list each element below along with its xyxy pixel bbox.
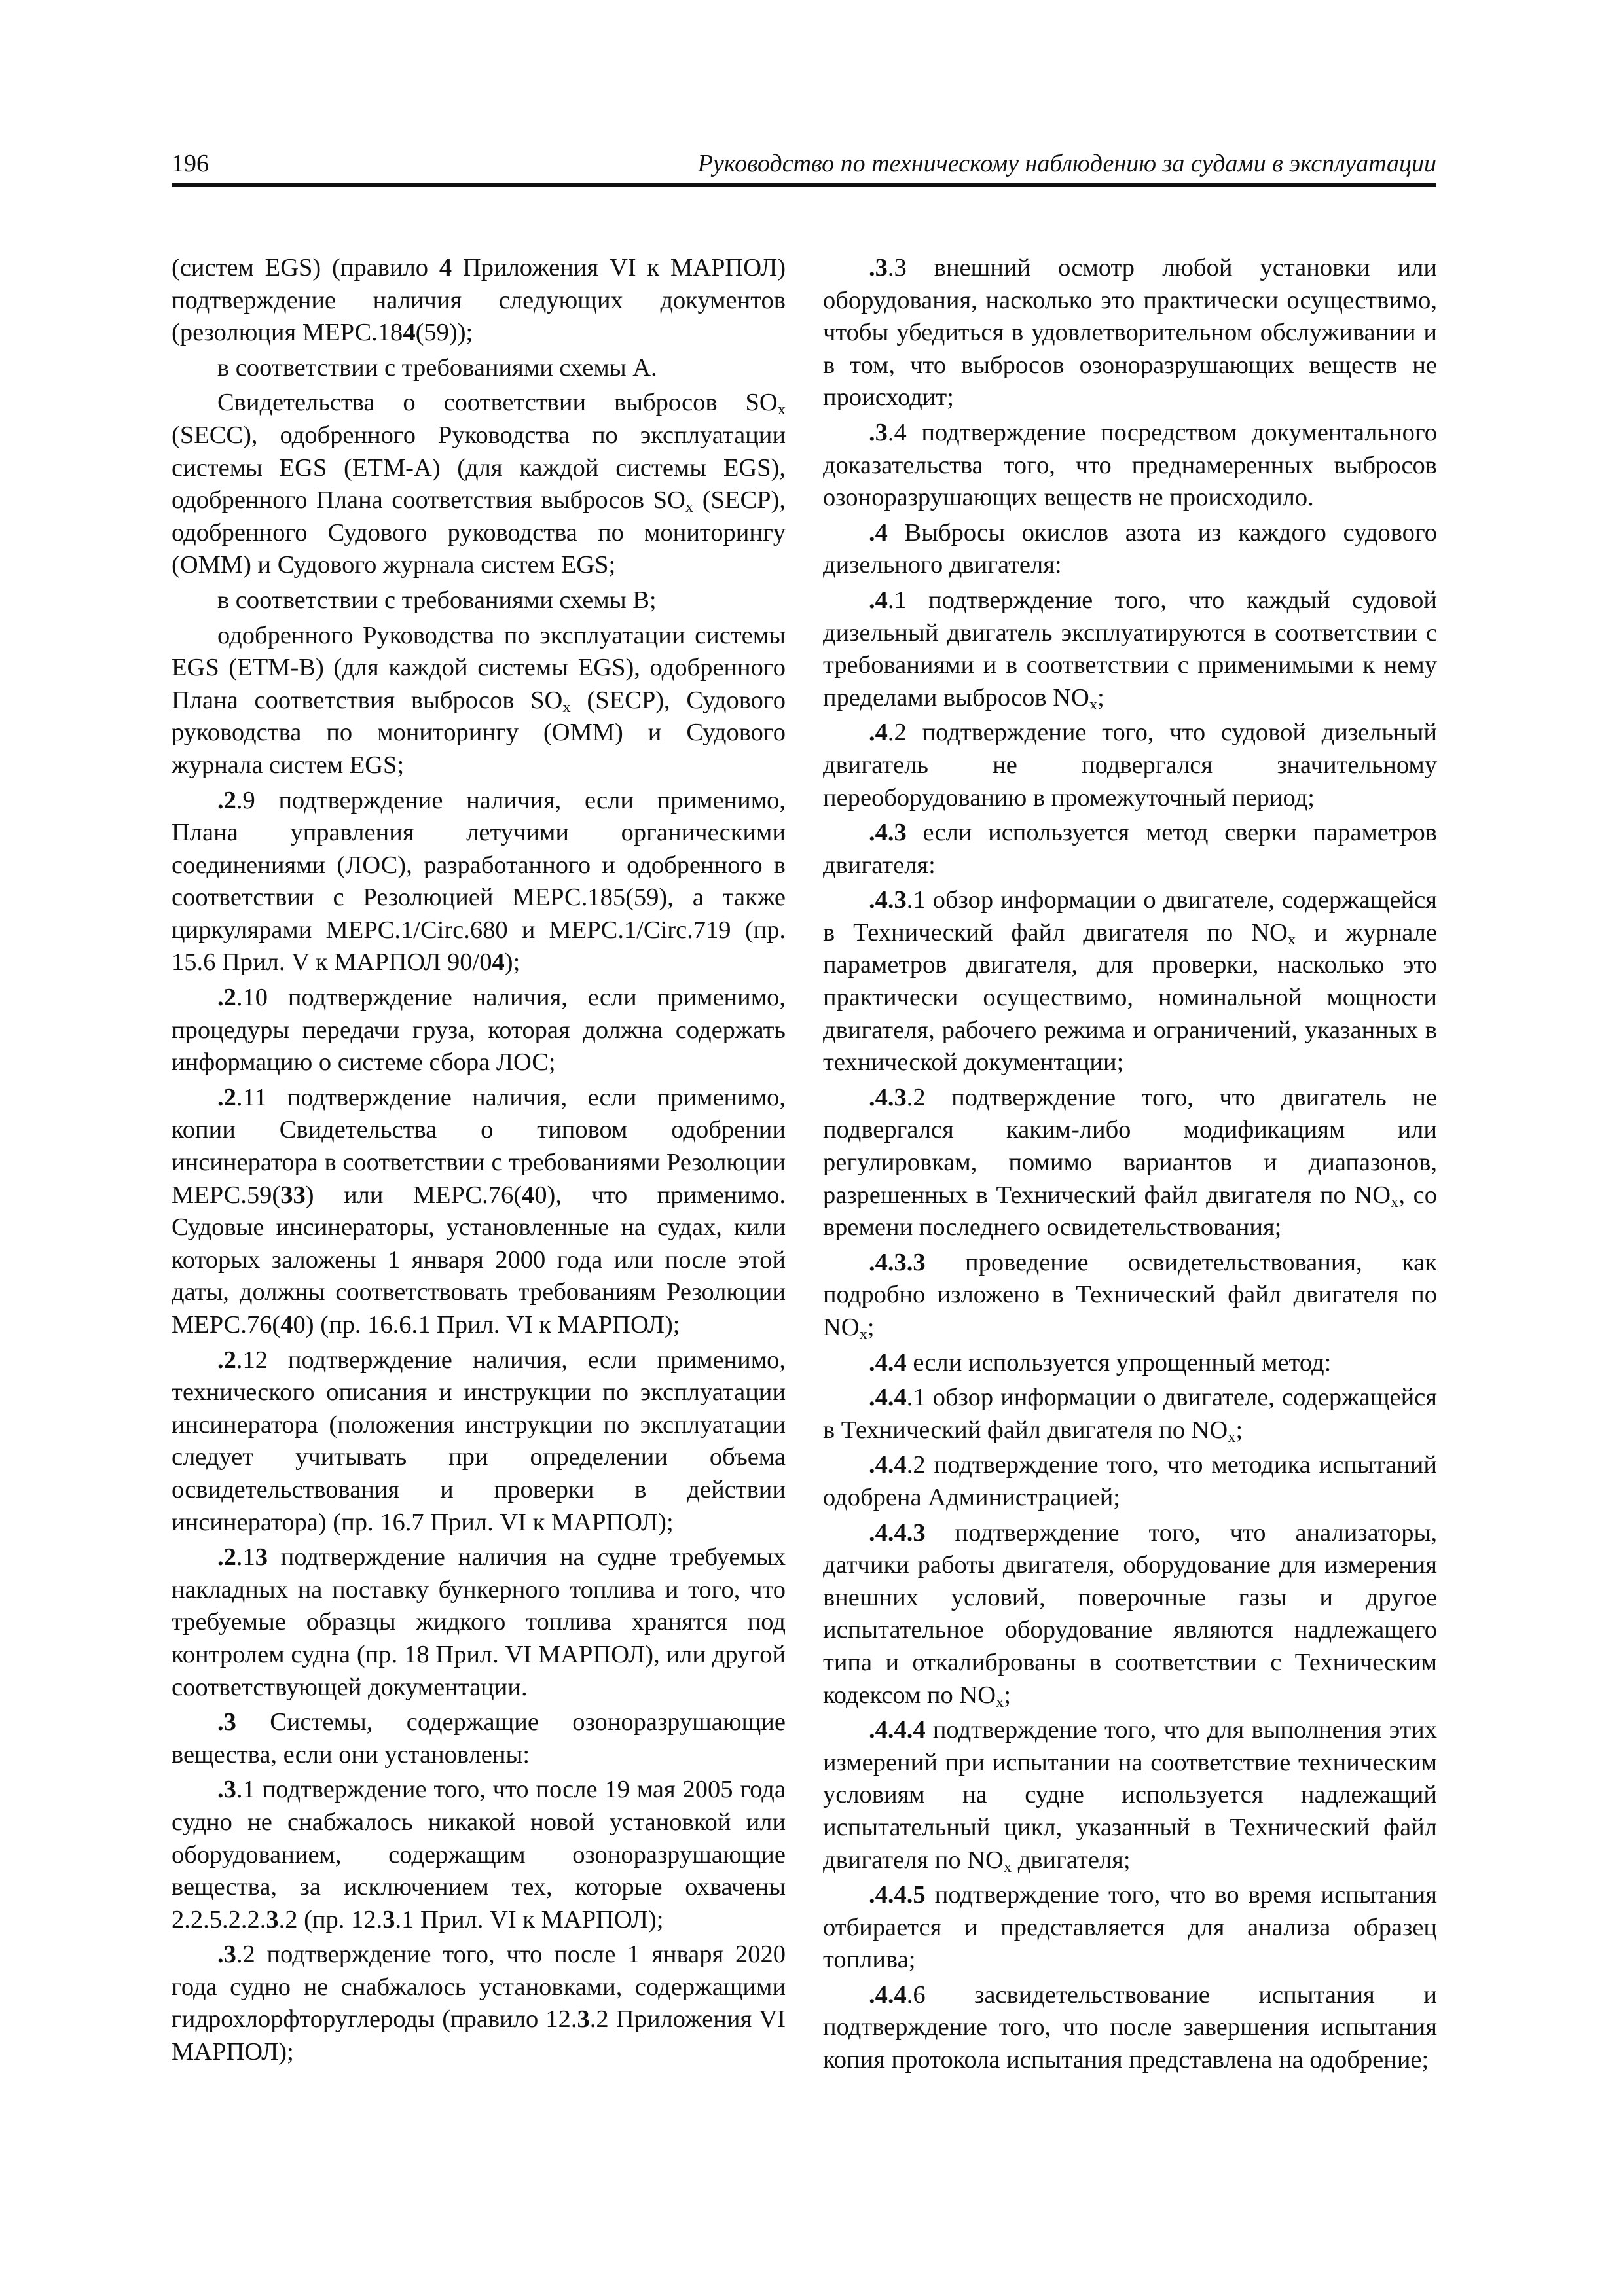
paragraph: .4.1 подтверждение того, что каждый судовой дизельный двигатель эксплуатируются в соответствии с требованиями и в соответствии с применимыми к нему пределами выбросов $NO_x$; [823,586,1437,713]
paragraph: .4.4.2 подтверждение того, что методика испытаний одобрена Администрацией; [823,1451,1437,1511]
page-number: 196 [172,150,209,177]
paragraph: в соответствии с требованиями схемы А. [217,353,657,382]
paragraph: .4.4.6 засвидетельствование испытания и подтверждение того, что после завершения испытания копия протокола испытания представлена на одобрение; [823,1981,1437,2074]
paragraph: .3.4 подтверждение посредством документального доказательства того, что преднамеренных выбросов озоноразрушающих веществ не происходило. [823,418,1437,512]
paragraph: .4.4 если используется упрощенный метод: [869,1348,1332,1376]
paragraph: Свидетельства о соответствии выбросов $SO_x$ (SECC), одобренного Руководства по эксплуатации системы EGS (ETM-A) (для каждой системы EGS), одобренного Плана соответствия выбросов $SO_x$ (SECP), одобренного Судового руководства по мониторингу (OMM) и Судового журнала систем EGS; [172,389,786,579]
paragraph: .4.4.3 подтверждение того, что анализаторы, датчики работы двигателя, оборудование для измерения внешних условий, поверочные газы и другое испытательное оборудование являются надлежащего типа и откалиброваны в соответствии с Техническим кодексом по $NO_x$; [823,1518,1437,1711]
paragraph: .2.9 подтверждение наличия, если применимо, Плана управления летучими органическими соединениями (ЛОС), разработанного и одобренного в соответствии с Резолюцией МЕРС.185(59), а также циркулярами MEPC.1/Circ.680 и MEPC.1/Circ.719 (пр. 15.6 Прил. V к МАРПОЛ 90/04); [172,786,786,977]
paragraph: .2.10 подтверждение наличия, если применимо, процедуры передачи груза, которая должна содержать информацию о системе сбора ЛОС; [172,984,786,1077]
paragraph: .3.3 внешний осмотр любой установки или оборудования, насколько это практически осуществимо, чтобы убедиться в удовлетворительном обслуживании и в том, что выбросов озоноразрушающих веществ не происходит; [823,254,1437,412]
paragraph: .2.11 подтверждение наличия, если применимо, копии Свидетельства о типовом одобрении инсинератора в соответствии с требованиями Резолюции МЕРС.59(33) или МЕРС.76(40), что применимо. Судовые инсинераторы, установленные на судах, кили которых заложены 1 января 2000 года или после этой даты, должны соответствовать требованиям Резолюции МЕРС.76(40) (пр. 16.6.1 Прил. VI к МАРПОЛ); [172,1083,786,1338]
paragraph: .2.12 подтверждение наличия, если применимо, технического описания и инструкции по эксплуатации инсинератора (положения инструкции по эксплуатации следует учитывать при определении объема освидетельствования и проверки в действии инсинератора) (пр. 16.7 Прил. VI к МАРПОЛ); [172,1346,786,1536]
paragraph: .4.3.3 проведение освидетельствования, как подробно изложено в Технический файл двигателя по $NO_x$; [823,1248,1437,1344]
paragraph: .2.13 подтверждение наличия на судне требуемых накладных на поставку бункерного топлива и того, что требуемые образцы жидкого топлива хранятся под контролем судна (пр. 18 Прил. VI МАРПОЛ), или другой соответствующей документации. [172,1543,786,1701]
paragraph: .4.2 подтверждение того, что судовой дизельный двигатель не подвергался значительному переоборудованию в промежуточный период; [823,719,1437,812]
paragraph: .4.3.2 подтверждение того, что двигатель не подвергался каким-либо модификациям или регулировкам, помимо вариантов и диапазонов, разрешенных в Технический файл двигателя по $NO_x$, со времени последнего освидетельствования; [823,1083,1437,1242]
left-column [172,252,786,2072]
paragraph: .4.4.5 подтверждение того, что во время испытания отбирается и представляется для анализа образец топлива; [823,1881,1437,1974]
paragraph: (систем EGS) (правило 4 Приложения VI к МАРПОЛ) подтверждение наличия следующих документов (резолюция МЕРС.184(59)); [172,254,786,347]
paragraph: в соответствии с требованиями схемы В; [217,586,657,614]
paragraph: .4.4.4 подтверждение того, что для выполнения этих измерений при испытании на соответствие техническим условиям на судне используется надлежащий испытательный цикл, указанный в Технический файл двигателя по $NO_x$ двигателя; [823,1716,1437,1876]
running-title: Руководство по техническому наблюдению за судами в эксплуатации [697,150,1436,177]
paragraph: .3.1 подтверждение того, что после 19 мая 2005 года судно не снабжалось никакой новой установкой или оборудованием, содержащим озоноразрушающие вещества, за исключением тех, которые охвачены 2.2.5.2.2.3.2 (пр. 12.3.1 Прил. VI к МАРПОЛ); [172,1776,786,1933]
paragraph: .4.3 если используется метод сверки параметров двигателя: [823,819,1437,879]
paragraph: .4.3.1 обзор информации о двигателе, содержащейся в Технический файл двигателя по $NO_x$ и журнале параметров двигателя, для проверки, насколько это практически осуществимо, номинальной мощности двигателя, рабочего режима и ограничений, указанных в технической документации; [823,886,1437,1077]
paragraph: .4 Выбросы окислов азота из каждого судового дизельного двигателя: [823,518,1437,579]
paragraph: .4.4.1 обзор информации о двигателе, содержащейся в Технический файл двигателя по $NO_x$; [823,1384,1437,1446]
paragraph: одобренного Руководства по эксплуатации системы EGS (ETM-B) (для каждой системы EGS), одобренного Плана соответствия выбросов $SO_x$ (SECP), Судового руководства по мониторингу (OMM) и Судового журнала систем EGS; [172,621,786,779]
paragraph: .3.2 подтверждение того, что после 1 января 2020 года судно не снабжалось установками, содержащими гидрохлорфторуглероды (правило 12.3.2 Приложения VI МАРПОЛ); [172,1941,786,2066]
paragraph: .3 Системы, содержащие озоноразрушающие вещества, если они установлены: [172,1708,786,1768]
page-header [172,145,1436,187]
right-column [823,252,1437,2079]
